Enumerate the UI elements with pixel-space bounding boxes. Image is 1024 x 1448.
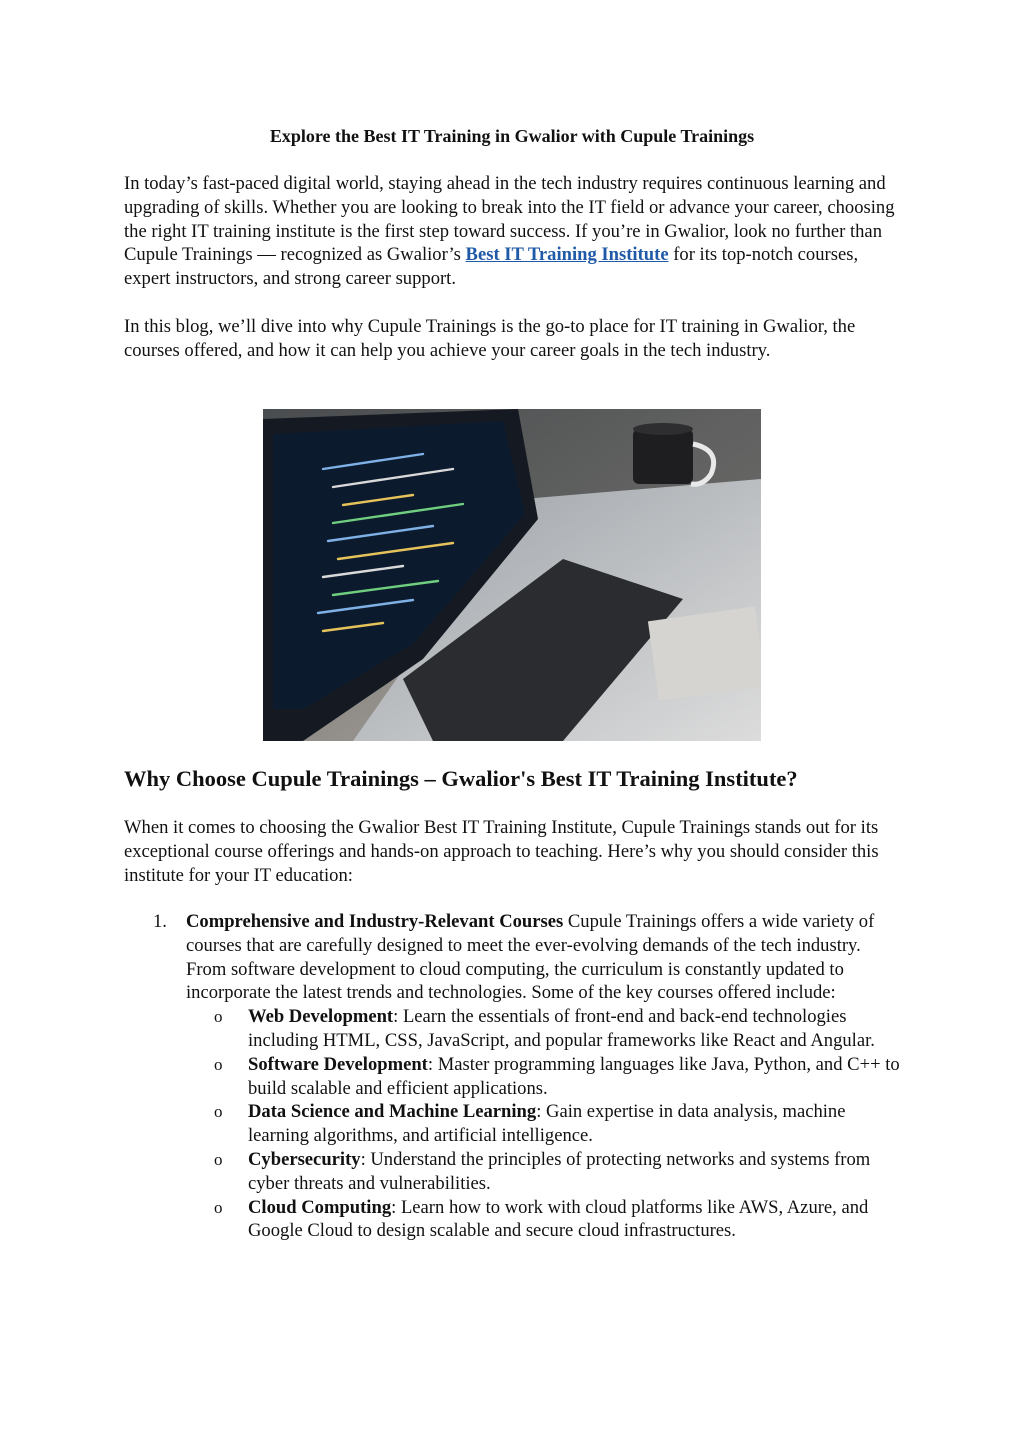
course-name: Data Science and Machine Learning [248, 1101, 537, 1123]
intro-text-after-link: for its top-notch courses, expert instructors, and strong career support. [124, 244, 859, 290]
course-cybersecurity [186, 1148, 902, 1196]
hollow-bullet-icon: o [214, 1054, 223, 1074]
laptop-code-photo [263, 409, 761, 741]
reasons-list [153, 910, 902, 1243]
course-desc: : Learn the essentials of front-end and back-end technologies including HTML, CSS, JavaScript, and popular frameworks like React and Angular. [248, 1006, 875, 1051]
course-data-science [186, 1100, 902, 1148]
hollow-bullet-icon: o [214, 1197, 223, 1217]
course-name: Cloud Computing [248, 1196, 392, 1218]
courses-list [186, 1005, 902, 1243]
section-intro: When it comes to choosing the Gwalior Best IT Training Institute, Cupule Trainings stands out for its exceptional course offerings and hands-on approach to teaching. Here’s why you should consider this institute for your IT education: [124, 817, 879, 886]
course-web-development [186, 1005, 902, 1053]
blog-intro-paragraph: In this blog, we’ll dive into why Cupule Trainings is the go-to place for IT training in Gwalior, the courses offered, and how it can help you achieve your career goals in the tech industry. [124, 316, 856, 361]
course-desc: : Learn how to work with cloud platforms like AWS, Azure, and Google Cloud to design scalable and secure cloud infrastructures. [248, 1196, 869, 1242]
course-desc: : Understand the principles of protecting networks and systems from cyber threats and vulnerabilities. [248, 1148, 871, 1194]
course-software-development [186, 1053, 902, 1101]
hollow-bullet-icon: o [214, 1149, 223, 1169]
hollow-bullet-icon: o [214, 1007, 223, 1027]
list-item [186, 910, 902, 1005]
section-heading: Why Choose Cupule Trainings – Gwalior's Best IT Training Institute? [124, 766, 798, 791]
course-name: Cybersecurity [248, 1148, 361, 1170]
course-cloud-computing [186, 1196, 902, 1244]
course-desc: : Gain expertise in data analysis, machine learning algorithms, and artificial intelligence. [248, 1101, 846, 1147]
hollow-bullet-icon: o [214, 1102, 223, 1122]
list-number: 1. [153, 911, 167, 932]
list-item-text: Cupule Trainings offers a wide variety of courses that are carefully designed to meet the ever-evolving demands of the tech industry. From software development to cloud computing, the curriculum is constantly updated to incorporate the latest trends and technologies. Some of the key courses offered include: [186, 911, 875, 1004]
intro-paragraph [124, 172, 902, 291]
best-it-training-institute-link[interactable]: Best IT Training Institute [465, 244, 669, 266]
course-name: Web Development [248, 1006, 394, 1028]
laptop-illustration [263, 409, 761, 741]
intro-text: In today’s fast-paced digital world, staying ahead in the tech industry requires continuous learning and upgrading of skills. Whether you are looking to break into the IT field or advance your career, choosing the right IT training institute is the first step toward success. If you’re in Gwalior, look no further than Cupule Trainings — recognized as Gwalior’s [124, 173, 895, 266]
page-title: Explore the Best IT Training in Gwalior with Cupule Trainings [269, 126, 755, 146]
list-item-title: Comprehensive and Industry-Relevant Courses [186, 911, 564, 932]
course-name: Software Development [248, 1053, 428, 1075]
course-desc: : Master programming languages like Java, Python, and C++ to build scalable and efficient applications. [248, 1053, 900, 1099]
